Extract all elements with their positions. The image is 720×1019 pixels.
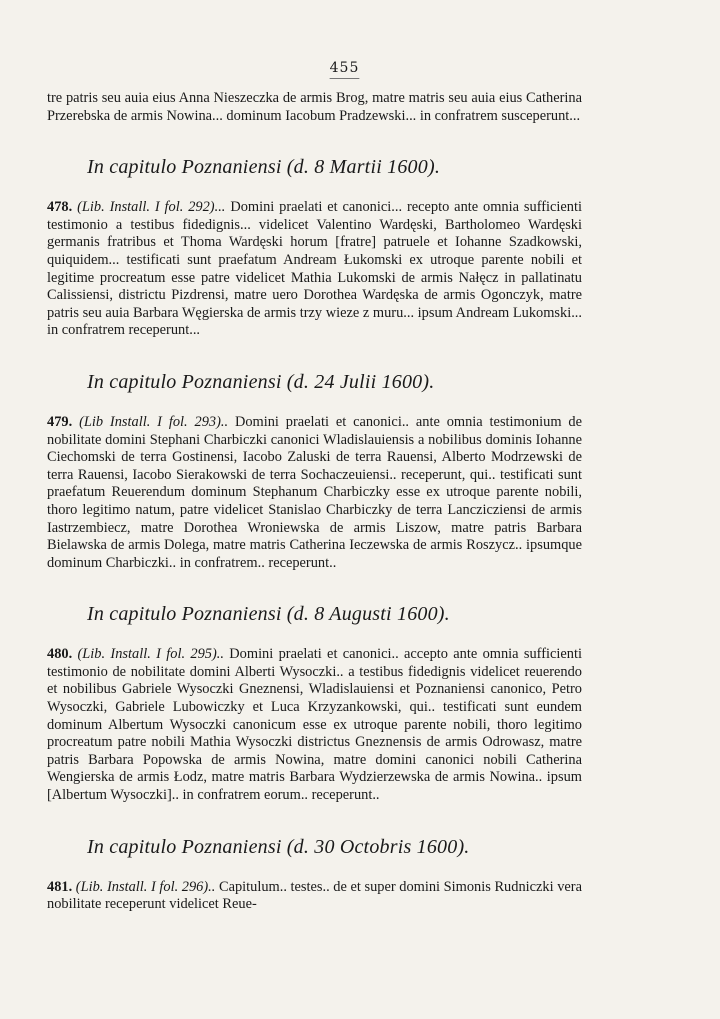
intro-paragraph: tre patris seu auia eius Anna Nieszeczka de armis Brog, matre matris seu auia eius Catherina Przerebska de armis Nowina... dominum Iacobum Pradzewski... in confratrem susceperunt... (47, 90, 582, 124)
entry-source: (Lib Install. I fol. 293).. (79, 413, 229, 430)
entry-source: (Lib. Install. I fol. 292)... (77, 199, 226, 216)
entry-481 (47, 879, 582, 914)
entry-478 (47, 199, 582, 340)
section-heading-479: In capitulo Poznaniensi (d. 24 Julii 1600). (87, 370, 435, 393)
section-heading-478: In capitulo Poznaniensi (d. 8 Martii 1600). (87, 156, 441, 179)
entry-479 (47, 414, 582, 572)
entry-source: (Lib. Install. I fol. 295).. (77, 646, 224, 663)
section-heading-481: In capitulo Poznaniensi (d. 30 Octobris 1600). (87, 835, 470, 858)
entry-number: 478. (47, 199, 73, 216)
entry-number: 479. (47, 413, 73, 430)
page-number: 455 (329, 60, 360, 76)
entry-text: Domini praelati et canonici... recepto ante omnia sufficienti testimonio a testibus fidedignis... videlicet Valentino Wardęski, Bartholomeo Wardęski germanis fratribus et Thoma Wardęski horum [fratre] patruele et Iohanne Szadkowski, quiquidem... testificati sunt praefatum Andream Łukomski ex utroque parente nobili et legitime procreatum esse patre videlicet Mathia Lukomski de armis Nałęcz in pallatinatu Calissiensi, districtu Pizdrensi, matre uero Dorothea Wardęska de armis Ogonczyk, matre patris seu auia Barbara Węgierska de armis trzy wieze z muru... ipsum Andream Lukomski... in confratrem receperunt... (47, 199, 582, 339)
entry-number: 480. (47, 646, 73, 663)
entry-number: 481. (47, 878, 73, 895)
entry-text: Domini praelati et canonici.. ante omnia testimonium de nobilitate domini Stephani Charbiczki canonici Wladislauiensis a nobilibus dominis Iohanne Ciechomski de terra Gostinensi, Iacobo Zaluski de terra Rauensi, Alberto Modrzewski de terra Rauensi, Iacobo Sierakowski de terra Sochaczeuiensi.. receperunt, qui.. testificati sunt praefatum Reuerendum dominum Stephanum Charbiczky esse ex utroque parente nobili, thoro legitimo natum, patre videlicet Stanislao Charbiczky de terra Lanczicziensi de armis Iastrzembiecz, matre Dorothea Wroniewska de armis Liszow, matre patris Barbara Bielawska de armis Dolega, matre matris Catherina Ieczewska de armis Roszycz.. ipsumque dominum Charbiczki.. in confratrem.. receperunt.. (47, 413, 582, 571)
section-heading-480: In capitulo Poznaniensi (d. 8 Augusti 1600). (87, 603, 450, 626)
entry-source: (Lib. Install. I fol. 296).. (75, 878, 216, 895)
entry-text: Capitulum.. testes.. de et super domini Simonis Rudniczki vera nobilitate receperunt videlicet Reue- (47, 878, 582, 913)
entry-480 (47, 646, 582, 804)
entry-text: Domini praelati et canonici.. accepto ante omnia sufficienti testimonio de nobilitate domini Alberti Wysoczki.. a testibus fidedignis videlicet reuerendo et nobilibus Gabriele Wysoczki Gneznensi, Wladislauiensi et Poznaniensi canonico, Petro Wysoczki, Gabriele Lubowiczky et Luca Krzyzankowski, qui.. testificati sunt eundem dominum Albertum Wysoczki canonicum esse ex utroque parente nobili, thoro legitimo procreatum patre nobili Mathia Wysoczki districtus Gneznensis de armis Odrowasz, matre patris Barbara Popowska de armis Nowina, matre domini canonici nobili Catherina Wengierska de armis Łodz, matre matris Barbara Wydzierzewska de armis Nowina.. ipsum [Albertum Wysoczki].. in confratrem eorum.. receperunt.. (47, 646, 582, 804)
